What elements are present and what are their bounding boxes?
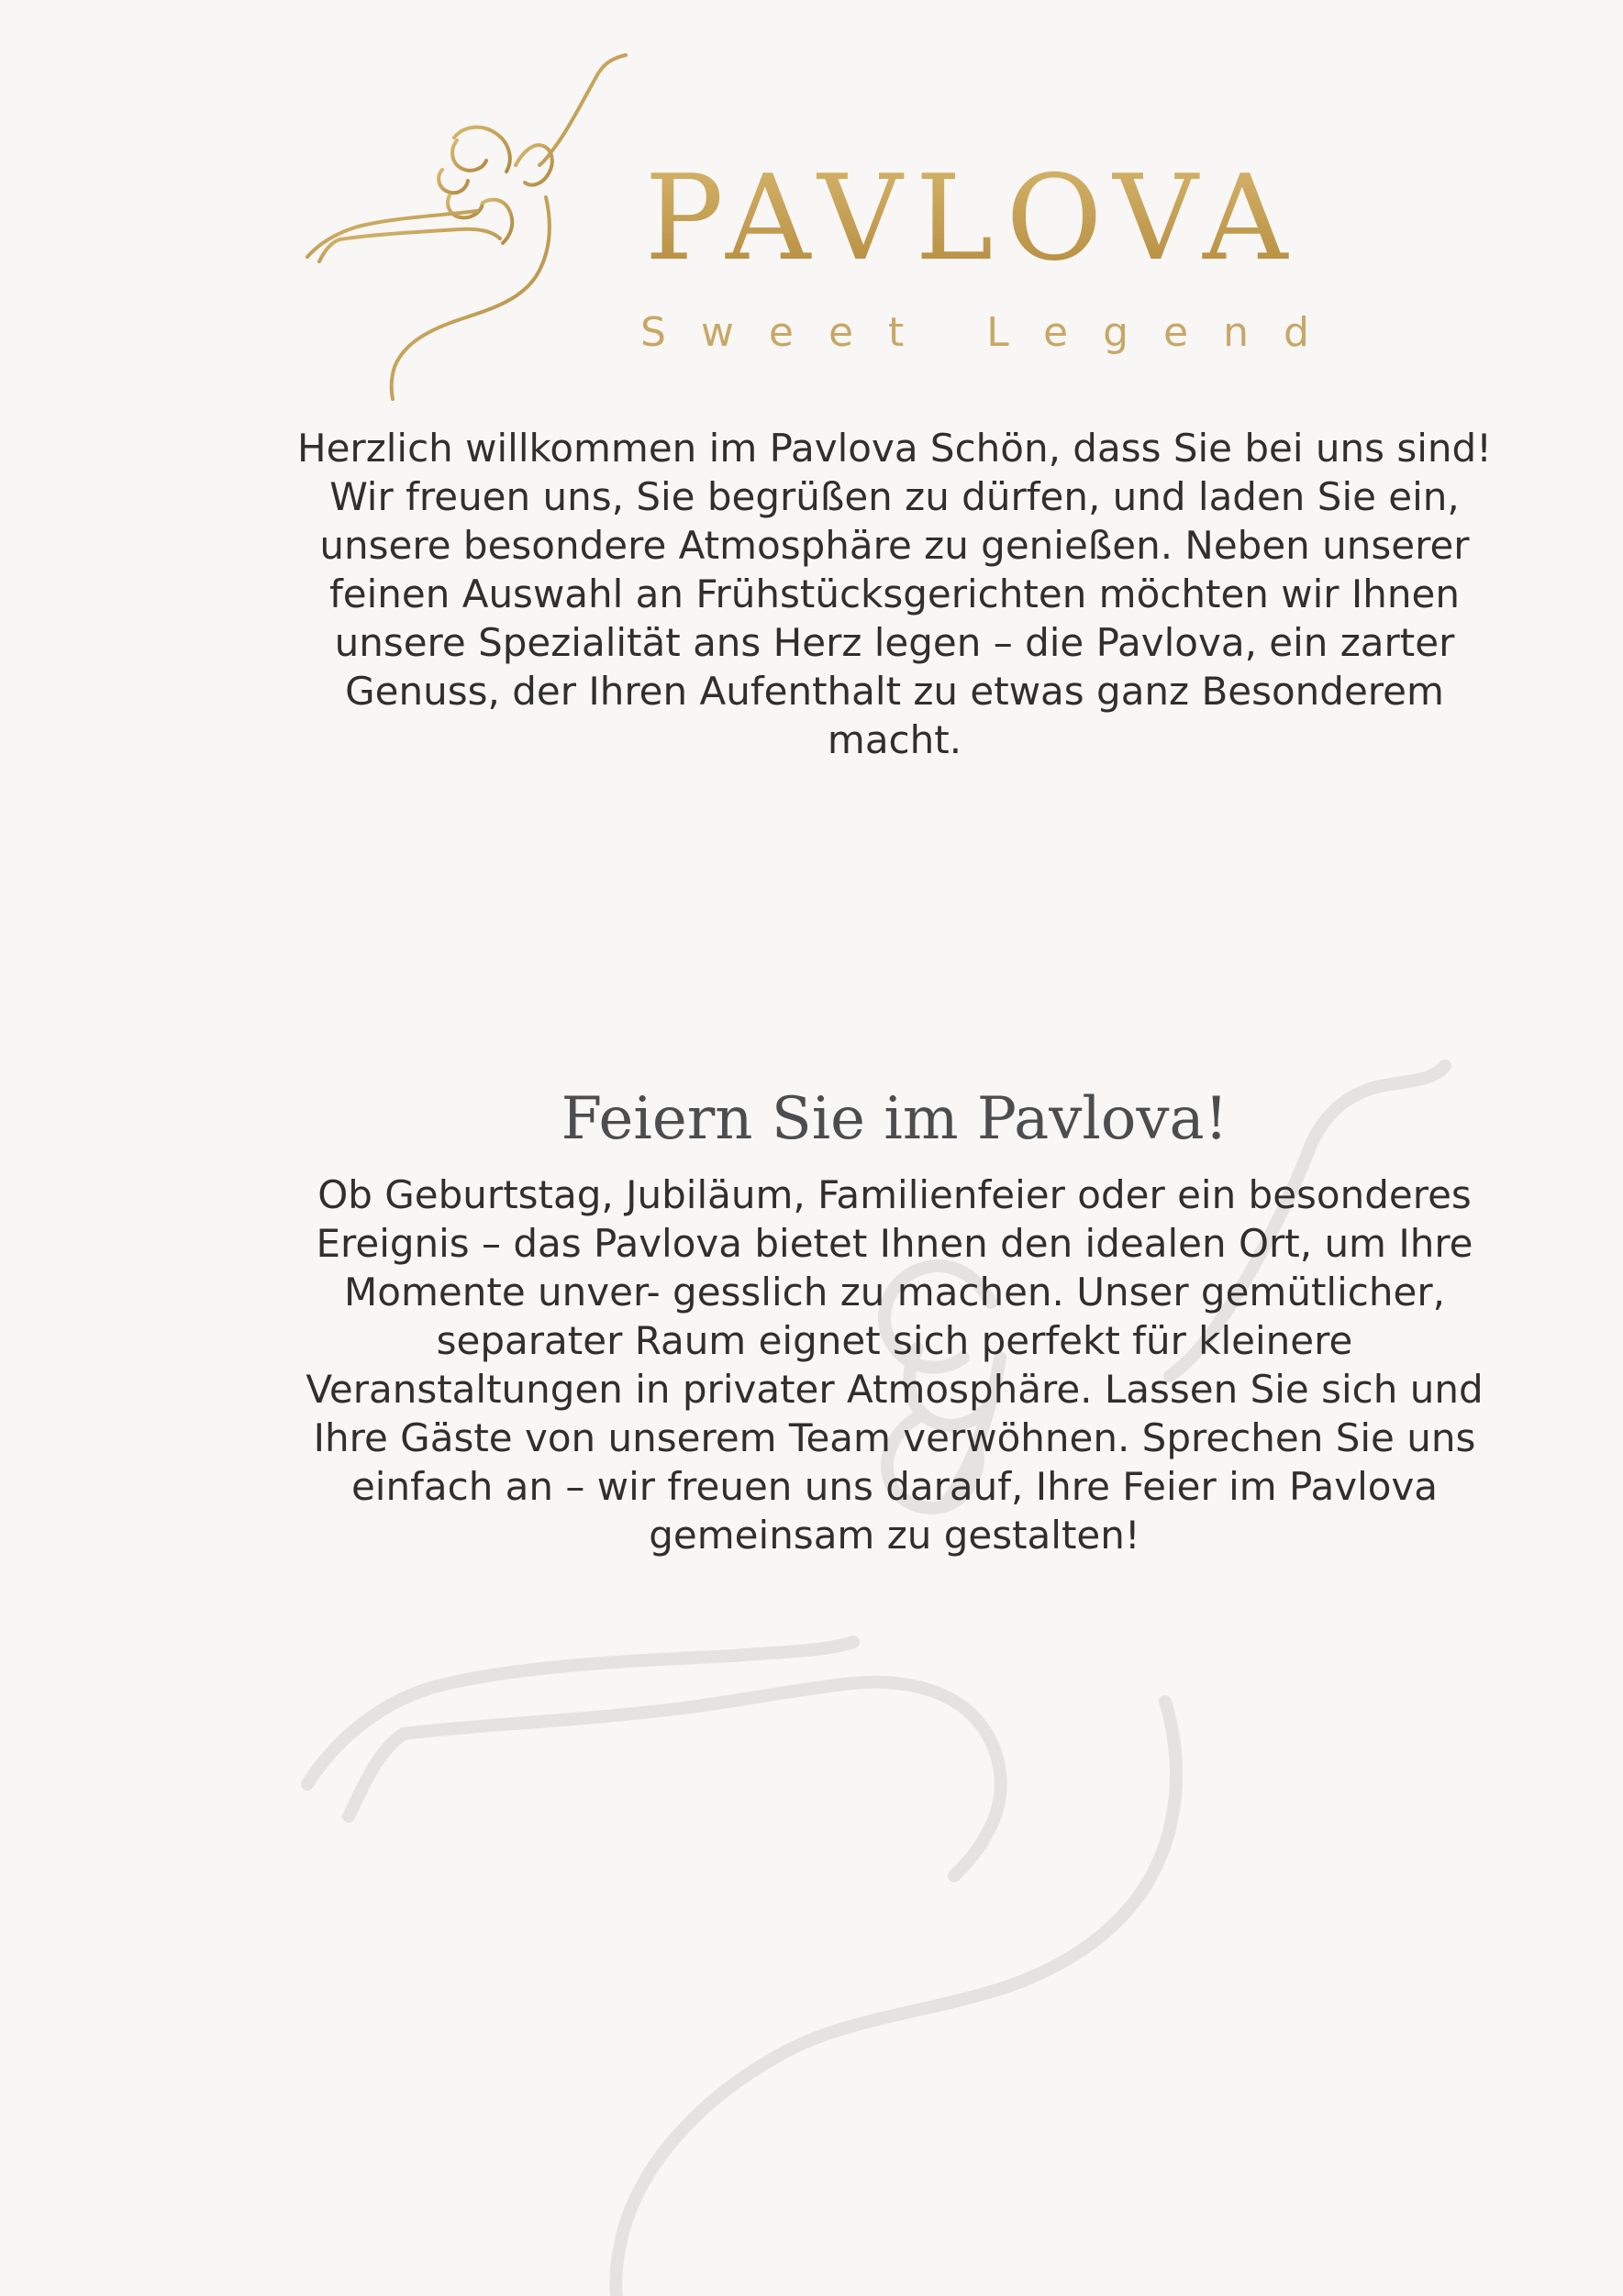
brand-logo	[303, 50, 1344, 404]
party-heading: Feiern Sie im Pavlova!	[561, 1085, 1228, 1153]
intro-text: Herzlich willkommen im Pavlova Schön, dass Sie bei uns sind! Wir freuen uns, Sie begrüßen zu dürfen, und laden Sie ein, unsere besondere Atmosphäre zu genießen. Neben unserer feinen Auswahl an Frühstücksgerichten möchten wir Ihnen unsere Spezialität ans Herz legen – die Pavlova, ein zarter Genuss, der Ihren Aufenthalt zu etwas ganz Besonderem macht.	[297, 426, 1492, 762]
party-text: Ob Geburtstag, Jubiläum, Familienfeier oder ein besonderes Ereignis – das Pavlova bietet Ihnen den idealen Ort, um Ihre Momente unver- gesslich zu machen. Unser gemütlicher, separater Raum eignet sich perfekt für kleinere Veranstaltungen in privater Atmosphäre. Lassen Sie sich und Ihre Gäste von unserem Team verwöhnen. Sprechen Sie uns einfach an – wir freuen uns darauf, Ihre Feier im Pavlova gemeinsam zu gestalten!	[306, 1172, 1484, 1558]
brand-name: PAVLOVA	[624, 161, 1321, 278]
dancer-logo-icon	[303, 50, 633, 404]
brand-tagline: Sweet Legend	[640, 309, 1344, 356]
